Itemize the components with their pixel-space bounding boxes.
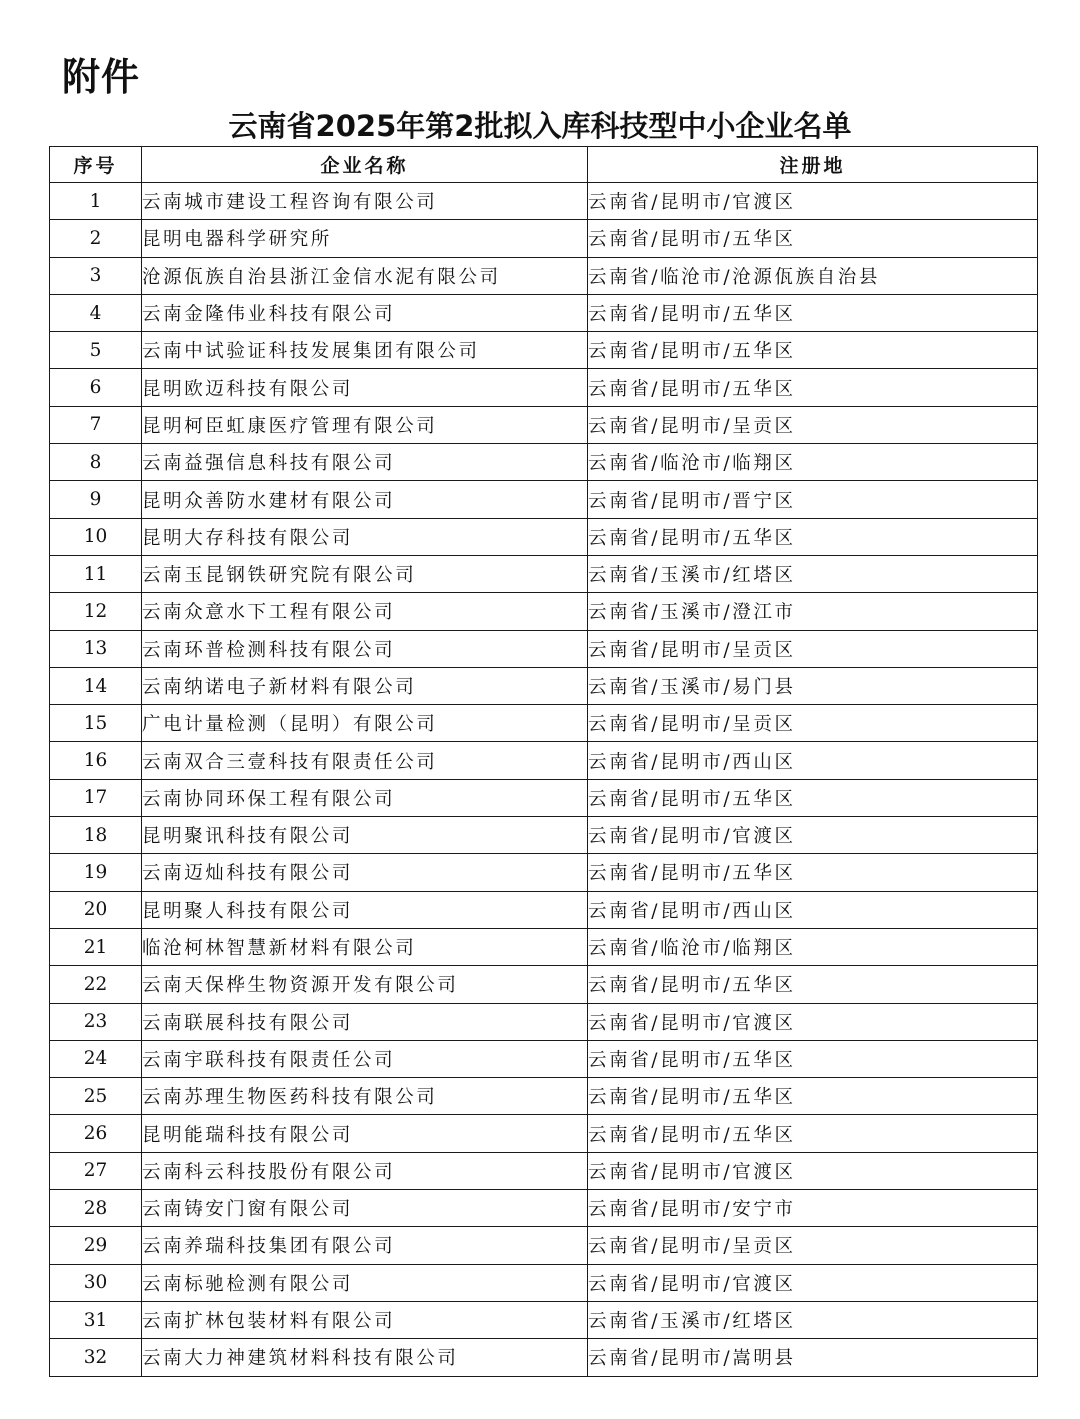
column-header-place: 注册地 xyxy=(588,147,1038,183)
row-number: 16 xyxy=(50,742,142,779)
row-number: 1 xyxy=(50,183,142,220)
row-number: 32 xyxy=(50,1339,142,1376)
table-row xyxy=(50,1227,1038,1264)
company-name: 云南双合三壹科技有限责任公司 xyxy=(142,742,588,779)
company-name: 云南城市建设工程咨询有限公司 xyxy=(142,183,588,220)
table-row xyxy=(50,1301,1038,1338)
registered-place: 云南省/昆明市/西山区 xyxy=(588,891,1038,928)
row-number: 26 xyxy=(50,1115,142,1152)
registered-place: 云南省/昆明市/官渡区 xyxy=(588,1264,1038,1301)
company-name: 云南环普检测科技有限公司 xyxy=(142,630,588,667)
table-row xyxy=(50,1152,1038,1189)
row-number: 15 xyxy=(50,705,142,742)
company-name: 昆明能瑞科技有限公司 xyxy=(142,1115,588,1152)
table-row xyxy=(50,891,1038,928)
registered-place: 云南省/昆明市/五华区 xyxy=(588,1115,1038,1152)
row-number: 21 xyxy=(50,928,142,965)
company-name: 昆明聚人科技有限公司 xyxy=(142,891,588,928)
table-row xyxy=(50,854,1038,891)
row-number: 23 xyxy=(50,1003,142,1040)
company-name: 云南迈灿科技有限公司 xyxy=(142,854,588,891)
row-number: 20 xyxy=(50,891,142,928)
row-number: 24 xyxy=(50,1040,142,1077)
table-row xyxy=(50,518,1038,555)
row-number: 10 xyxy=(50,518,142,555)
table-row xyxy=(50,742,1038,779)
row-number: 12 xyxy=(50,593,142,630)
table-row xyxy=(50,817,1038,854)
company-name: 昆明大存科技有限公司 xyxy=(142,518,588,555)
registered-place: 云南省/昆明市/五华区 xyxy=(588,220,1038,257)
company-name: 云南铸安门窗有限公司 xyxy=(142,1190,588,1227)
table-row xyxy=(50,667,1038,704)
attachment-label: 附件 xyxy=(62,55,141,99)
table-row xyxy=(50,1040,1038,1077)
company-name: 云南天保桦生物资源开发有限公司 xyxy=(142,966,588,1003)
row-number: 14 xyxy=(50,667,142,704)
registered-place: 云南省/昆明市/五华区 xyxy=(588,369,1038,406)
registered-place: 云南省/临沧市/临翔区 xyxy=(588,928,1038,965)
registered-place: 云南省/临沧市/临翔区 xyxy=(588,444,1038,481)
table-row xyxy=(50,1078,1038,1115)
table-row xyxy=(50,555,1038,592)
row-number: 4 xyxy=(50,294,142,331)
company-name: 云南大力神建筑材料科技有限公司 xyxy=(142,1339,588,1376)
column-header-name: 企业名称 xyxy=(142,147,588,183)
registered-place: 云南省/临沧市/沧源佤族自治县 xyxy=(588,257,1038,294)
row-number: 31 xyxy=(50,1301,142,1338)
row-number: 25 xyxy=(50,1078,142,1115)
company-name: 云南苏理生物医药科技有限公司 xyxy=(142,1078,588,1115)
table-row xyxy=(50,481,1038,518)
company-name: 昆明电器科学研究所 xyxy=(142,220,588,257)
company-name: 沧源佤族自治县浙江金信水泥有限公司 xyxy=(142,257,588,294)
table-row xyxy=(50,928,1038,965)
registered-place: 云南省/昆明市/呈贡区 xyxy=(588,1227,1038,1264)
registered-place: 云南省/玉溪市/易门县 xyxy=(588,667,1038,704)
row-number: 2 xyxy=(50,220,142,257)
table-row xyxy=(50,1339,1038,1376)
table-row xyxy=(50,779,1038,816)
row-number: 29 xyxy=(50,1227,142,1264)
company-name: 云南宇联科技有限责任公司 xyxy=(142,1040,588,1077)
row-number: 17 xyxy=(50,779,142,816)
row-number: 27 xyxy=(50,1152,142,1189)
table-row xyxy=(50,294,1038,331)
table-row xyxy=(50,1264,1038,1301)
table-row xyxy=(50,705,1038,742)
row-number: 3 xyxy=(50,257,142,294)
table-row xyxy=(50,1115,1038,1152)
row-number: 18 xyxy=(50,817,142,854)
company-name: 云南联展科技有限公司 xyxy=(142,1003,588,1040)
registered-place: 云南省/玉溪市/红塔区 xyxy=(588,1301,1038,1338)
table-row xyxy=(50,257,1038,294)
column-header-no: 序号 xyxy=(50,147,142,183)
registered-place: 云南省/昆明市/五华区 xyxy=(588,854,1038,891)
registered-place: 云南省/昆明市/嵩明县 xyxy=(588,1339,1038,1376)
registered-place: 云南省/昆明市/呈贡区 xyxy=(588,630,1038,667)
row-number: 30 xyxy=(50,1264,142,1301)
registered-place: 云南省/昆明市/西山区 xyxy=(588,742,1038,779)
row-number: 19 xyxy=(50,854,142,891)
table-row xyxy=(50,966,1038,1003)
company-name: 云南科云科技股份有限公司 xyxy=(142,1152,588,1189)
registered-place: 云南省/昆明市/官渡区 xyxy=(588,817,1038,854)
table-row xyxy=(50,1190,1038,1227)
company-name: 云南益强信息科技有限公司 xyxy=(142,444,588,481)
registered-place: 云南省/昆明市/五华区 xyxy=(588,966,1038,1003)
registered-place: 云南省/昆明市/五华区 xyxy=(588,779,1038,816)
row-number: 6 xyxy=(50,369,142,406)
registered-place: 云南省/玉溪市/澄江市 xyxy=(588,593,1038,630)
table-row xyxy=(50,369,1038,406)
table-row xyxy=(50,332,1038,369)
registered-place: 云南省/昆明市/官渡区 xyxy=(588,1152,1038,1189)
row-number: 28 xyxy=(50,1190,142,1227)
registered-place: 云南省/昆明市/官渡区 xyxy=(588,183,1038,220)
table-row xyxy=(50,630,1038,667)
company-name: 云南金隆伟业科技有限公司 xyxy=(142,294,588,331)
registered-place: 云南省/昆明市/五华区 xyxy=(588,518,1038,555)
table-row xyxy=(50,1003,1038,1040)
registered-place: 云南省/昆明市/安宁市 xyxy=(588,1190,1038,1227)
row-number: 8 xyxy=(50,444,142,481)
company-name: 昆明聚讯科技有限公司 xyxy=(142,817,588,854)
registered-place: 云南省/玉溪市/红塔区 xyxy=(588,555,1038,592)
registered-place: 云南省/昆明市/五华区 xyxy=(588,332,1038,369)
table-row xyxy=(50,406,1038,443)
row-number: 5 xyxy=(50,332,142,369)
table-body xyxy=(50,183,1038,1377)
table-row xyxy=(50,444,1038,481)
company-name: 临沧柯林智慧新材料有限公司 xyxy=(142,928,588,965)
company-name: 昆明众善防水建材有限公司 xyxy=(142,481,588,518)
company-name: 云南玉昆钢铁研究院有限公司 xyxy=(142,555,588,592)
registered-place: 云南省/昆明市/呈贡区 xyxy=(588,705,1038,742)
company-name: 云南中试验证科技发展集团有限公司 xyxy=(142,332,588,369)
row-number: 11 xyxy=(50,555,142,592)
company-name: 云南众意水下工程有限公司 xyxy=(142,593,588,630)
company-name: 云南标驰检测有限公司 xyxy=(142,1264,588,1301)
table-row xyxy=(50,183,1038,220)
registered-place: 云南省/昆明市/呈贡区 xyxy=(588,406,1038,443)
row-number: 22 xyxy=(50,966,142,1003)
company-name: 云南协同环保工程有限公司 xyxy=(142,779,588,816)
company-name: 昆明柯臣虹康医疗管理有限公司 xyxy=(142,406,588,443)
enterprise-table xyxy=(49,146,1038,1377)
row-number: 7 xyxy=(50,406,142,443)
registered-place: 云南省/昆明市/五华区 xyxy=(588,1078,1038,1115)
table-row xyxy=(50,220,1038,257)
registered-place: 云南省/昆明市/官渡区 xyxy=(588,1003,1038,1040)
document-title: 云南省2025年第2批拟入库科技型中小企业名单 xyxy=(228,109,852,143)
company-name: 云南扩林包装材料有限公司 xyxy=(142,1301,588,1338)
registered-place: 云南省/昆明市/晋宁区 xyxy=(588,481,1038,518)
company-name: 广电计量检测（昆明）有限公司 xyxy=(142,705,588,742)
registered-place: 云南省/昆明市/五华区 xyxy=(588,1040,1038,1077)
registered-place: 云南省/昆明市/五华区 xyxy=(588,294,1038,331)
table-header-row xyxy=(50,147,1038,183)
row-number: 13 xyxy=(50,630,142,667)
table-row xyxy=(50,593,1038,630)
company-name: 云南纳诺电子新材料有限公司 xyxy=(142,667,588,704)
company-name: 昆明欧迈科技有限公司 xyxy=(142,369,588,406)
row-number: 9 xyxy=(50,481,142,518)
company-name: 云南养瑞科技集团有限公司 xyxy=(142,1227,588,1264)
